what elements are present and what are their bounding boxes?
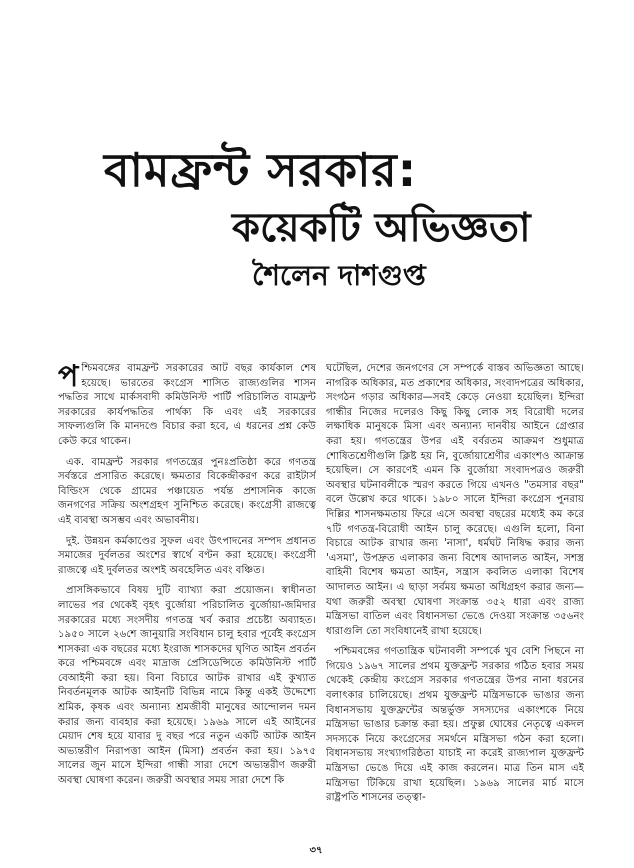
drop-cap: প — [58, 362, 79, 394]
left-text-column — [58, 362, 316, 828]
article-title: বামফ্রন্ট সরকার: — [104, 143, 418, 197]
paragraph: দুই. উন্নয়ন কর্মকাণ্ডের সুফল এবং উৎপাদনের সম্পদ প্রধানত সমাজের দুর্বলতর অংশের স্বার্থে বণ্টন করা হয়েছে। কংগ্রেসী রাজত্বে এই দুর্বলতর অংশই অবহেলিত এবং বঞ্চিত। — [58, 535, 316, 576]
paragraph: পশ্চিমবঙ্গের গণতান্ত্রিক ঘটনাবলী সম্পর্কে খুব বেশি পিছনে না গিয়েও ১৯৬৭ সালের প্রথম যুক্তফ্রন্ট সরকার গঠিত হবার সময় থেকেই কেন্দ্রীয় কংগ্রেস সরকার গণতন্ত্রের উপর নানা ধরনের বলাৎকার চালিয়েছে। প্রথম যুক্তফ্রন্ট মন্ত্রিসভাকে ভাঙার জন্য বিধানসভায় যুক্তফ্রন্টের অন্তর্ভুক্ত সদস্যদের একাংশকে নিয়ে মন্ত্রিসভা ভাঙার চক্রান্ত করা হয়। প্রফুল্ল ঘোষের নেতৃত্বে একদল সদস্যকে নিয়ে কংগ্রেসের সমর্থনে মন্ত্রিসভা গঠন করা হলো। বিধানসভায় সংখ্যাগরিষ্ঠতা যাচাই না করেই রাজ্যপাল যুক্তফ্রন্ট মন্ত্রিসভা ভেঙে দিয়ে এই কাজ করলেন। মাত্র তিন মাস এই মন্ত্রিসভা টিকিয়ে রাখা হয়েছিল। ১৯৬৯ সালের মার্চ মাসে রাষ্ট্রপতি শাসনের তত্ত্বা- — [326, 646, 584, 804]
paragraph-text: শ্চিমবঙ্গের বামফ্রন্ট সরকারের আট বছর কার্যকাল শেষ হয়েছে। ভারতের কংগ্রেস শাসিত রাজ্যগুলির শাসন পদ্ধতির সাথে মার্কসবাদী কমিউনিস্ট পার্টি পরিচালিত বামফ্রন্ট সরকারের কার্যপদ্ধতির পার্থক্য কি এবং এই সরকারের সাফল্যগুলি কি মানদণ্ডে বিচার করা হবে, এ ধরনের প্রশ্ন কেউ কেউ করে থাকেন। — [58, 363, 316, 447]
article-subtitle: কয়েকটি অভিজ্ঞতা — [232, 205, 531, 251]
article-author: শৈলেন দাশগুপ্ত — [252, 259, 426, 292]
paragraph: ঘটেছিল, দেশের জনগণের সে সম্পর্কে বাস্তব অভিজ্ঞতা আছে। নাগরিক অধিকার, মত প্রকাশের অধিকার, সংবাদপত্রের অধিকার, সংগঠন গড়ার অধিকার—সবই কেড়ে নেওয়া হয়েছিল। ইন্দিরা গান্ধীর নিজের দলেরও কিছু কিছু লোক সহ বিরোধী দলের লক্ষাধিক মানুষকে মিসা এবং অন্যান্য দানবীয় আইনে গ্রেপ্তার করা হয়। গণতন্ত্রের উপর এই বর্বরতম আক্রমণ শুধুমাত্র শোষিতশ্রেণীগুলি ক্লিষ্ট হয় নি, বুর্জোয়াশ্রেণীর একাংশও আক্রান্ত হয়েছিল। সে কারণেই এমন কি বুর্জোয়া সংবাদপত্রও জরুরী অবস্থার ঘটনাবলীকে স্মরণ করতে গিয়ে এখনও "তমসার বছর" বলে উল্লেখ করে থাকে। ১৯৮০ সালে ইন্দিরা কংগ্রেস পুনরায় দিল্লির শাসনক্ষমতায় ফিরে এসে অবস্থা বছরের মধ্যেই কম করে ৭টি গণতন্ত্র-বিরোধী আইন চালু করেছে। এগুলি হলো, বিনা বিচারে আটক রাখার জন্য 'নাসা', ধর্মঘট নিষিদ্ধ করার জন্য 'এসমা', উপদ্রুত এলাকার জন্য বিশেষ আদালত আইন, সশস্ত্র বাহিনী বিশেষ ক্ষমতা আইন, সন্ত্রাস কবলিত এলাকা বিশেষ আদালত আইন। এ ছাড়া সর্বময় ক্ষমতা অধিগ্রহণ করার জন্য—যথা জরুরী অবস্থা ঘোষণা সংক্রান্ত ৩৫২ ধারা এবং রাজ্য মন্ত্রিসভা বাতিল এবং বিধানসভা ভেঙে দেওয়া সংক্রান্ত ৩৫৬নং ধারাগুলি তো সংবিধানেই রাখা হয়েছে। — [326, 363, 584, 637]
paragraph: প্রাসঙ্গিকভাবে বিষয় দুটি ব্যাখ্যা করা প্রয়োজন। স্বাধীনতা লাভের পর থেকেই বৃহৎ বুর্জোয়া পরিচালিত বুর্জোয়া-জমিদার সরকারের মধ্যে সংসদীয় গণতন্ত্র খর্ব করার প্রচেষ্টা অব্যাহত। ১৯৫০ সালে ২৬শে জানুয়ারি সংবিধান চালু হবার পূর্বেই কংগ্রেস শাসকরা এক বছরের মধ্যে ইংরাজ শাসকদের ঘৃণিত আইন প্রবর্তন করে পশ্চিমবঙ্গে এবং মাদ্রাজ প্রেসিডেন্সিতে কমিউনিস্ট পার্টি বেআইনী করা হয়। বিনা বিচারে আটক রাখার এই কুখ্যাত নিবর্তনমূলক আটক আইনটি বিভিন্ন নামে কিন্তু একই উদ্দেশ্যে শ্রমিক, কৃষক এবং অন্যান্য শ্রমজীবী মানুষের আন্দোলন দমন করার জন্য ব্যবহার করা হয়েছে। ১৯৬৯ সালে এই আইনের মেয়াদ শেষ হয়ে যাবার দু বছর পরে নতুন একটি আটক আইন অভ্যন্তরীণ নিরাপত্তা আইন (মিসা) প্রবর্তন করা হয়। ১৯৭৫ সালের জুন মাসে ইন্দিরা গান্ধী সারা দেশে অভ্যন্তরীণ জরুরী অবস্থা ঘোষণা করেন। জরুরী অবস্থার সময় সারা দেশে কি — [58, 585, 316, 787]
right-text-column — [326, 362, 584, 828]
page-number: ৩৭ — [309, 845, 323, 856]
paragraph — [58, 362, 316, 450]
paragraph: এক. বামফ্রন্ট সরকার গণতন্ত্রের পুনঃপ্রতিষ্ঠা করে গণতন্ত্র সর্বস্তরে প্রসারিত করেছে। ক্ষমতার বিকেন্দ্রীকরণ করে রাইটার্স বিল্ডিংস থেকে গ্রামের পঞ্চায়েত পর্যন্ত প্রশাসনিক কাজে জনগণের সক্রিয় অংশগ্রহণ সুনিশ্চিত করেছে। কংগ্রেসী রাজত্বে এই ব্যবস্থা অসম্ভব এবং অভাবনীয়। — [58, 456, 316, 526]
